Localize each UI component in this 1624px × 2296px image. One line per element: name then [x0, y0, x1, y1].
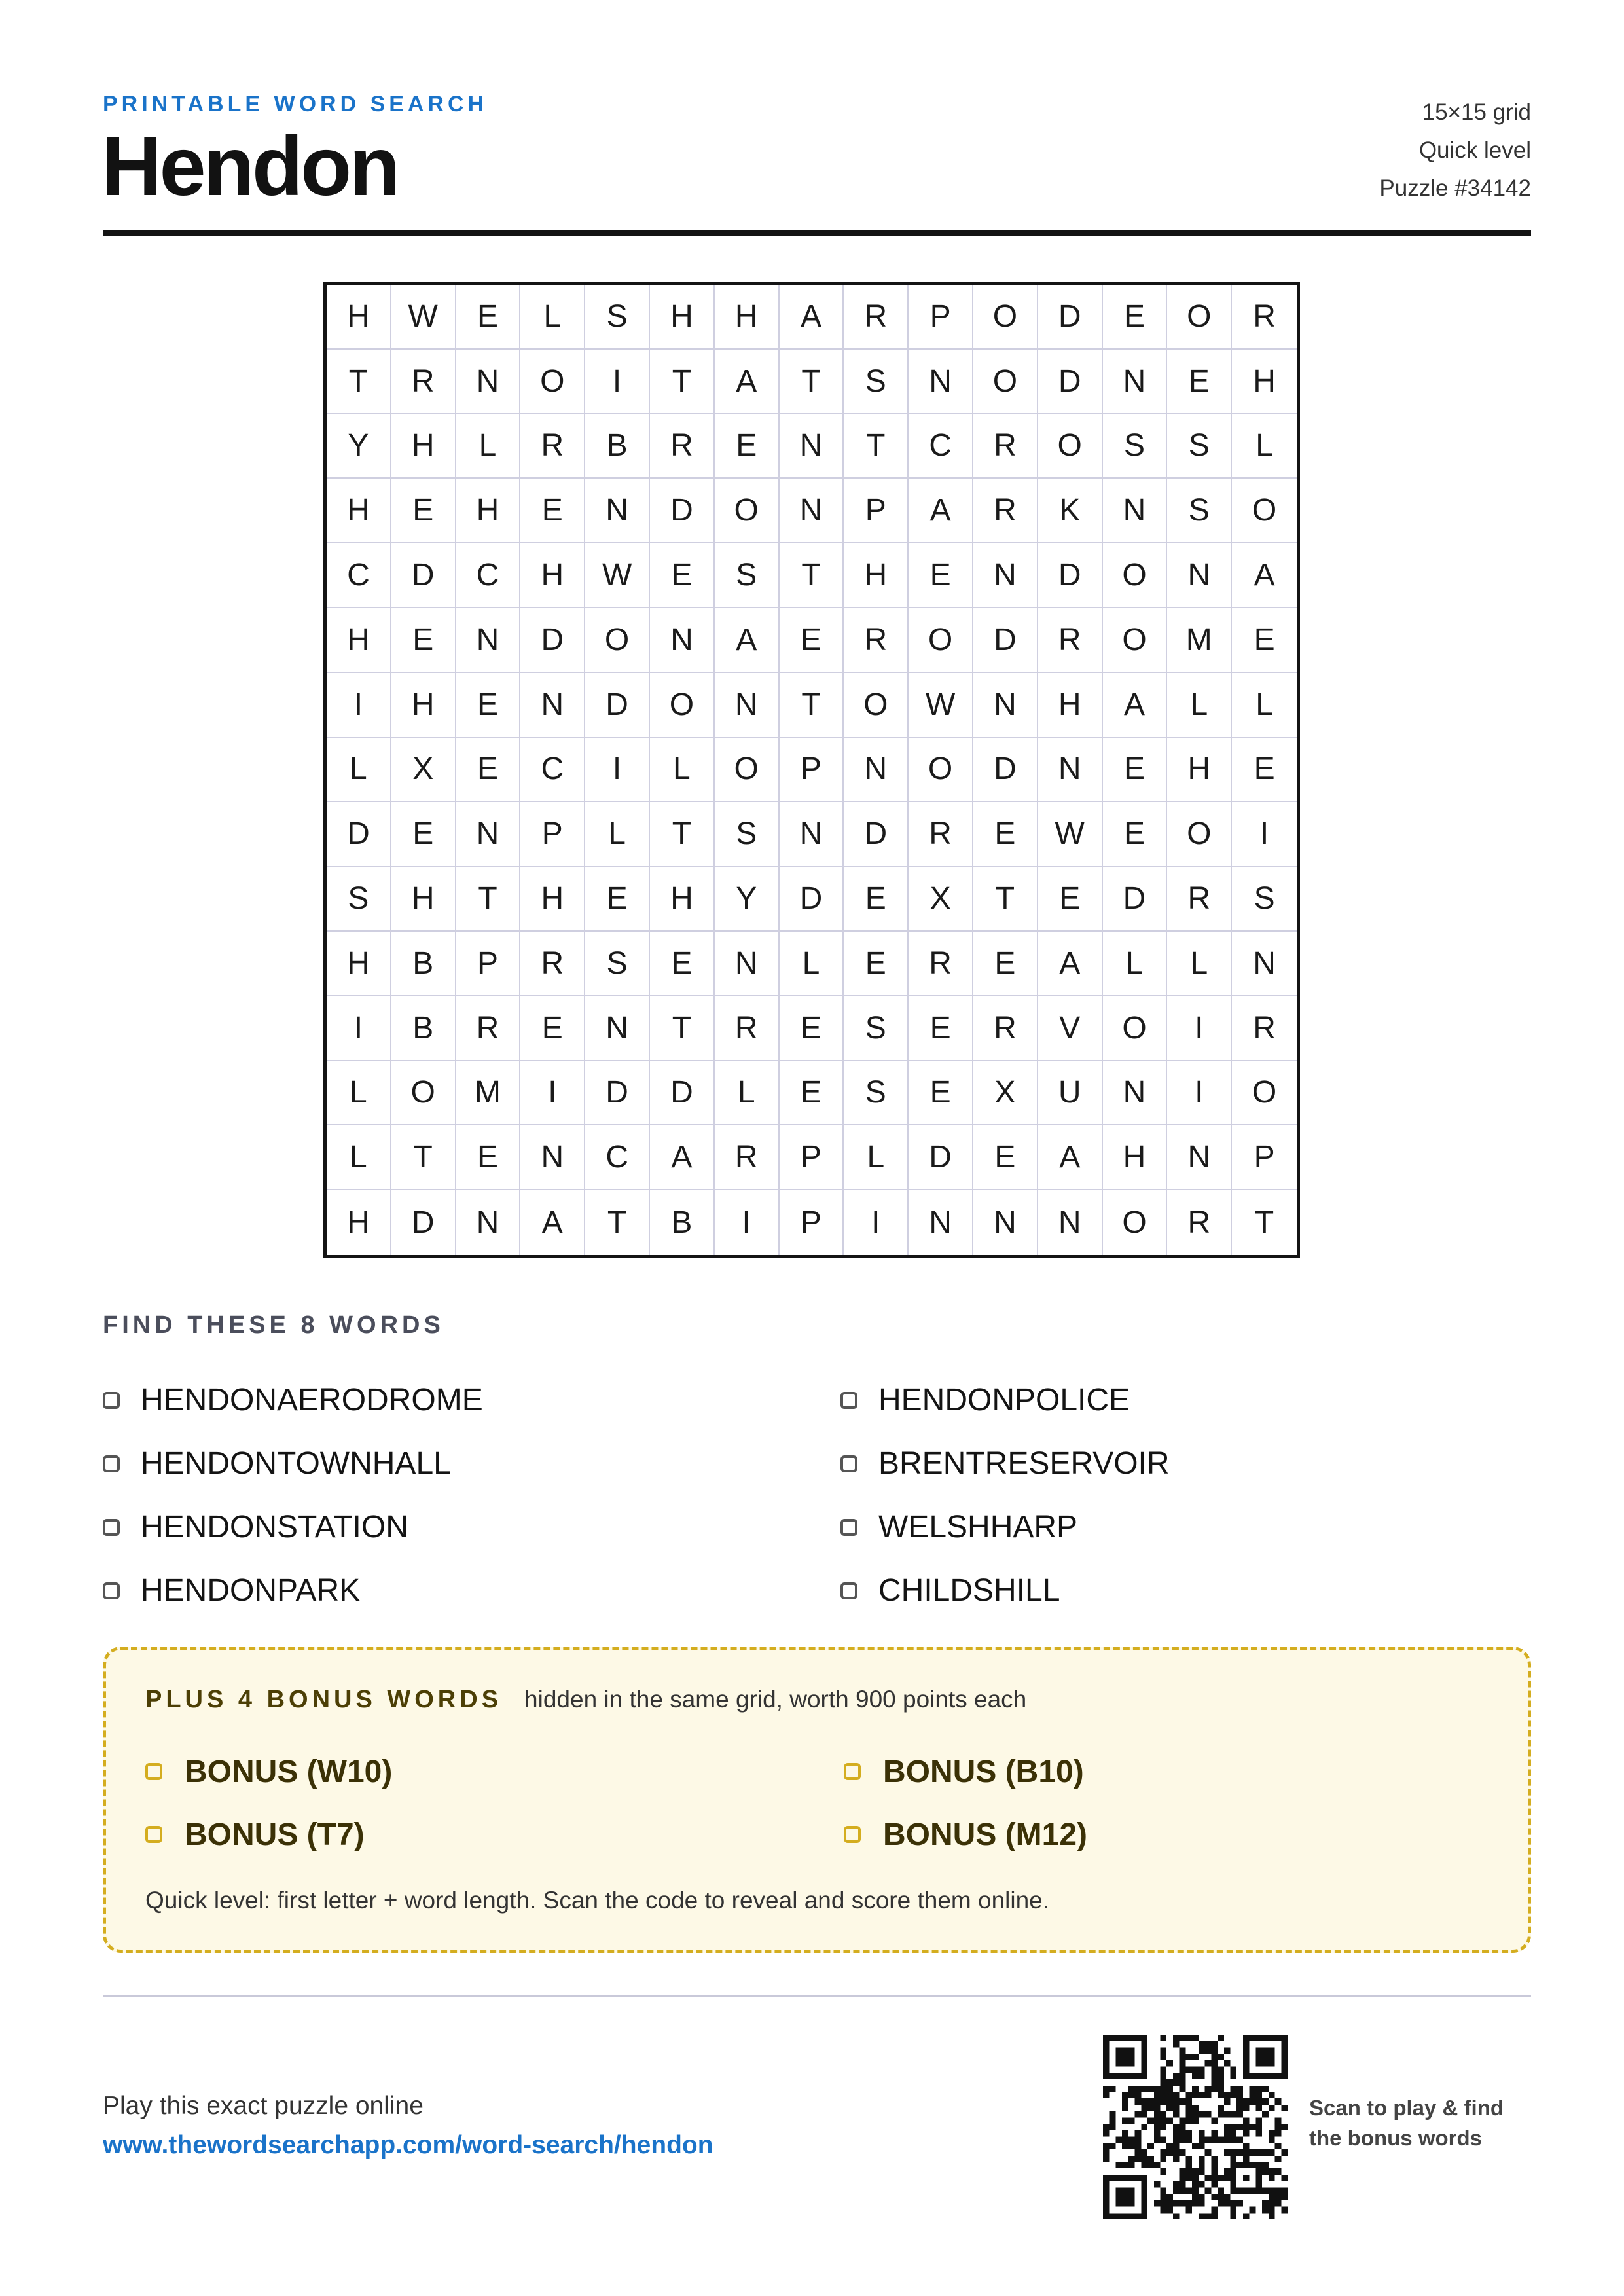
- grid-cell[interactable]: E: [973, 802, 1038, 867]
- grid-cell[interactable]: I: [715, 1190, 780, 1255]
- grid-cell[interactable]: N: [520, 1125, 585, 1190]
- grid-cell[interactable]: E: [456, 738, 521, 803]
- grid-cell[interactable]: N: [1167, 543, 1232, 608]
- grid-cell[interactable]: E: [973, 932, 1038, 996]
- grid-cell[interactable]: O: [1103, 996, 1168, 1061]
- grid-cell[interactable]: A: [1038, 1125, 1103, 1190]
- bonus-list-right: [844, 1740, 1087, 1866]
- bonus-word-item[interactable]: [145, 1740, 392, 1803]
- grid-cell[interactable]: D: [1038, 350, 1103, 414]
- grid-cell[interactable]: H: [715, 285, 780, 350]
- grid-cell[interactable]: H: [327, 932, 391, 996]
- grid-cell[interactable]: O: [909, 738, 973, 803]
- grid-cell[interactable]: O: [520, 350, 585, 414]
- grid-cell[interactable]: T: [780, 350, 844, 414]
- checkbox-icon[interactable]: [145, 1826, 162, 1843]
- grid-cell[interactable]: N: [780, 414, 844, 479]
- grid-cell[interactable]: H: [391, 414, 456, 479]
- grid-cell[interactable]: E: [909, 543, 973, 608]
- grid-cell[interactable]: Y: [715, 867, 780, 932]
- grid-cell[interactable]: E: [780, 1061, 844, 1126]
- grid-cell[interactable]: H: [391, 673, 456, 738]
- grid-cell[interactable]: C: [520, 738, 585, 803]
- grid-cell[interactable]: L: [1232, 414, 1297, 479]
- grid-cell[interactable]: E: [844, 932, 909, 996]
- grid-cell[interactable]: R: [715, 996, 780, 1061]
- grid-cell[interactable]: D: [585, 673, 650, 738]
- grid-cell[interactable]: A: [1232, 543, 1297, 608]
- grid-cell[interactable]: L: [715, 1061, 780, 1126]
- grid-cell[interactable]: D: [391, 543, 456, 608]
- grid-cell[interactable]: E: [520, 996, 585, 1061]
- grid-cell[interactable]: O: [715, 738, 780, 803]
- grid-cell[interactable]: N: [973, 1190, 1038, 1255]
- grid-cell[interactable]: A: [1103, 673, 1168, 738]
- checkbox-icon[interactable]: [840, 1392, 857, 1409]
- bonus-header: [145, 1686, 1026, 1714]
- grid-cell[interactable]: N: [1103, 1061, 1168, 1126]
- grid-cell[interactable]: R: [1167, 1190, 1232, 1255]
- grid-cell[interactable]: N: [973, 673, 1038, 738]
- grid-cell[interactable]: R: [909, 802, 973, 867]
- grid-cell[interactable]: B: [650, 1190, 715, 1255]
- grid-cell[interactable]: I: [1167, 996, 1232, 1061]
- grid-cell[interactable]: H: [456, 479, 521, 543]
- grid-cell[interactable]: R: [650, 414, 715, 479]
- grid-cell[interactable]: L: [327, 1125, 391, 1190]
- grid-cell[interactable]: T: [327, 350, 391, 414]
- page-title: Hendon: [101, 120, 398, 213]
- grid-cell[interactable]: W: [1038, 802, 1103, 867]
- play-online-text: Play this exact puzzle online: [103, 2092, 424, 2120]
- grid-cell[interactable]: A: [520, 1190, 585, 1255]
- grid-cell[interactable]: B: [391, 996, 456, 1061]
- grid-cell[interactable]: I: [585, 350, 650, 414]
- grid-cell[interactable]: D: [650, 1061, 715, 1126]
- word-list-item-label: HENDONPARK: [141, 1573, 361, 1608]
- word-list-item[interactable]: [103, 1432, 875, 1495]
- grid-cell[interactable]: C: [909, 414, 973, 479]
- grid-cell[interactable]: E: [1103, 738, 1168, 803]
- checkbox-icon[interactable]: [103, 1455, 120, 1472]
- grid-cell[interactable]: H: [520, 867, 585, 932]
- grid-cell[interactable]: N: [456, 350, 521, 414]
- grid-cell[interactable]: B: [585, 414, 650, 479]
- bonus-word-item[interactable]: [844, 1740, 1087, 1803]
- bonus-subtitle: hidden in the same grid, worth 900 points each: [524, 1686, 1027, 1713]
- word-list-item[interactable]: [103, 1368, 875, 1432]
- grid-cell[interactable]: O: [391, 1061, 456, 1126]
- grid-cell[interactable]: D: [973, 738, 1038, 803]
- grid-cell[interactable]: C: [585, 1125, 650, 1190]
- grid-cell[interactable]: R: [973, 414, 1038, 479]
- grid-cell[interactable]: E: [650, 932, 715, 996]
- grid-cell[interactable]: S: [1167, 479, 1232, 543]
- grid-cell[interactable]: E: [1167, 350, 1232, 414]
- grid-cell[interactable]: N: [1167, 1125, 1232, 1190]
- qr-code[interactable]: [1103, 2035, 1288, 2219]
- footer-rule: [103, 1995, 1531, 1997]
- grid-cell[interactable]: E: [456, 1125, 521, 1190]
- grid-cell[interactable]: R: [1038, 608, 1103, 673]
- grid-cell[interactable]: R: [909, 932, 973, 996]
- grid-cell[interactable]: E: [650, 543, 715, 608]
- grid-cell[interactable]: O: [973, 285, 1038, 350]
- bonus-word-item-label: BONUS (T7): [185, 1817, 365, 1852]
- grid-cell[interactable]: N: [456, 608, 521, 673]
- word-list-item-label: HENDONTOWNHALL: [141, 1446, 451, 1481]
- grid-cell[interactable]: N: [456, 1190, 521, 1255]
- grid-cell[interactable]: N: [1232, 932, 1297, 996]
- letter-grid: [323, 282, 1300, 1258]
- bonus-word-item-label: BONUS (W10): [185, 1754, 393, 1789]
- grid-cell[interactable]: T: [780, 543, 844, 608]
- grid-cell[interactable]: L: [1103, 932, 1168, 996]
- grid-cell[interactable]: H: [327, 479, 391, 543]
- grid-cell[interactable]: A: [650, 1125, 715, 1190]
- grid-cell[interactable]: E: [909, 996, 973, 1061]
- grid-cell[interactable]: N: [780, 802, 844, 867]
- grid-cell[interactable]: S: [844, 350, 909, 414]
- grid-cell[interactable]: N: [909, 1190, 973, 1255]
- grid-cell[interactable]: L: [780, 932, 844, 996]
- word-list-item-label: WELSHHARP: [878, 1510, 1078, 1544]
- grid-cell[interactable]: E: [909, 1061, 973, 1126]
- grid-cell[interactable]: V: [1038, 996, 1103, 1061]
- grid-cell[interactable]: R: [456, 996, 521, 1061]
- bonus-word-item[interactable]: [145, 1803, 392, 1866]
- grid-cell[interactable]: H: [327, 285, 391, 350]
- bonus-note: Quick level: first letter + word length. Scan the code to reveal and score them online.: [145, 1887, 1050, 1914]
- grid-cell[interactable]: O: [585, 608, 650, 673]
- grid-cell[interactable]: Y: [327, 414, 391, 479]
- grid-cell[interactable]: R: [844, 285, 909, 350]
- grid-cell[interactable]: O: [1103, 608, 1168, 673]
- checkbox-icon[interactable]: [103, 1582, 120, 1599]
- grid-cell[interactable]: O: [1103, 543, 1168, 608]
- grid-cell[interactable]: D: [909, 1125, 973, 1190]
- grid-cell[interactable]: N: [715, 673, 780, 738]
- grid-cell[interactable]: H: [1038, 673, 1103, 738]
- word-list-item[interactable]: [840, 1559, 1613, 1622]
- grid-cell[interactable]: S: [844, 996, 909, 1061]
- grid-cell[interactable]: H: [1232, 350, 1297, 414]
- grid-cell[interactable]: D: [327, 802, 391, 867]
- grid-cell[interactable]: X: [909, 867, 973, 932]
- grid-cell[interactable]: E: [1232, 738, 1297, 803]
- grid-cell[interactable]: T: [780, 673, 844, 738]
- grid-cell[interactable]: O: [1232, 1061, 1297, 1126]
- grid-cell[interactable]: W: [391, 285, 456, 350]
- grid-cell[interactable]: H: [391, 867, 456, 932]
- grid-cell[interactable]: N: [715, 932, 780, 996]
- grid-cell[interactable]: T: [650, 996, 715, 1061]
- grid-cell[interactable]: H: [520, 543, 585, 608]
- grid-cell[interactable]: A: [1038, 932, 1103, 996]
- grid-cell[interactable]: T: [1254, 1205, 1274, 1241]
- grid-cell[interactable]: R: [973, 996, 1038, 1061]
- word-list-item[interactable]: [103, 1495, 875, 1559]
- grid-cell[interactable]: I: [585, 738, 650, 803]
- grid-cell[interactable]: E: [780, 996, 844, 1061]
- grid-cell[interactable]: D: [585, 1061, 650, 1126]
- grid-cell[interactable]: M: [1167, 608, 1232, 673]
- grid-cell[interactable]: D: [1103, 867, 1168, 932]
- grid-cell[interactable]: E: [1103, 802, 1168, 867]
- grid-cell[interactable]: L: [585, 802, 650, 867]
- grid-cell[interactable]: P: [456, 932, 521, 996]
- checkbox-icon[interactable]: [840, 1455, 857, 1472]
- grid-cell[interactable]: L: [520, 285, 585, 350]
- grid-cell[interactable]: R: [715, 1125, 780, 1190]
- grid-cell[interactable]: O: [1103, 1190, 1168, 1255]
- grid-size-label: 15×15 grid: [1422, 100, 1531, 125]
- grid-cell[interactable]: T: [585, 1190, 650, 1255]
- grid-cell[interactable]: E: [973, 1125, 1038, 1190]
- grid-cell[interactable]: A: [909, 479, 973, 543]
- header-rule: [103, 230, 1531, 236]
- grid-cell[interactable]: P: [844, 479, 909, 543]
- bonus-list-left: [145, 1740, 392, 1866]
- grid-cell[interactable]: N: [973, 543, 1038, 608]
- grid-cell[interactable]: O: [1038, 414, 1103, 479]
- grid-cell[interactable]: L: [1167, 932, 1232, 996]
- grid-cell[interactable]: P: [780, 738, 844, 803]
- grid-cell[interactable]: L: [1232, 673, 1297, 738]
- checkbox-icon[interactable]: [103, 1392, 120, 1409]
- grid-cell[interactable]: N: [780, 479, 844, 543]
- grid-cell[interactable]: O: [715, 479, 780, 543]
- grid-cell[interactable]: R: [520, 932, 585, 996]
- grid-cell[interactable]: I: [1232, 802, 1297, 867]
- grid-cell[interactable]: D: [1038, 543, 1103, 608]
- grid-cell[interactable]: K: [1038, 479, 1103, 543]
- grid-cell[interactable]: P: [520, 802, 585, 867]
- grid-cell[interactable]: N: [520, 673, 585, 738]
- grid-cell[interactable]: N: [585, 996, 650, 1061]
- grid-cell[interactable]: D: [844, 802, 909, 867]
- grid-cell[interactable]: E: [391, 802, 456, 867]
- word-list-item-label: HENDONSTATION: [141, 1510, 408, 1544]
- grid-cell[interactable]: T: [844, 414, 909, 479]
- checkbox-icon[interactable]: [840, 1519, 857, 1536]
- grid-cell[interactable]: T: [973, 867, 1038, 932]
- word-list-item[interactable]: [840, 1432, 1613, 1495]
- grid-cell[interactable]: O: [909, 608, 973, 673]
- grid-cell[interactable]: N: [650, 608, 715, 673]
- checkbox-icon[interactable]: [103, 1519, 120, 1536]
- grid-cell[interactable]: R: [1232, 285, 1297, 350]
- grid-cell[interactable]: E: [1038, 867, 1103, 932]
- grid-cell[interactable]: H: [1167, 738, 1232, 803]
- grid-cell[interactable]: N: [844, 738, 909, 803]
- grid-cell[interactable]: D: [1038, 285, 1103, 350]
- grid-cell[interactable]: R: [844, 608, 909, 673]
- grid-cell[interactable]: N: [1038, 738, 1103, 803]
- scan-caption-line-2: the bonus words: [1309, 2126, 1482, 2150]
- word-list-item[interactable]: [103, 1559, 875, 1622]
- checkbox-icon[interactable]: [145, 1763, 162, 1780]
- grid-cell[interactable]: E: [780, 608, 844, 673]
- grid-cell[interactable]: E: [585, 867, 650, 932]
- page-kicker: PRINTABLE WORD SEARCH: [103, 92, 488, 117]
- grid-cell[interactable]: S: [844, 1061, 909, 1126]
- bonus-title: PLUS 4 BONUS WORDS: [145, 1686, 503, 1713]
- scan-caption: [1309, 2093, 1504, 2153]
- grid-cell[interactable]: L: [1167, 673, 1232, 738]
- word-list-heading: FIND THESE 8 WORDS: [103, 1311, 444, 1339]
- grid-cell[interactable]: H: [844, 543, 909, 608]
- grid-cell[interactable]: N: [1103, 479, 1168, 543]
- grid-cell[interactable]: E: [715, 414, 780, 479]
- grid-cell[interactable]: N: [1038, 1190, 1103, 1255]
- grid-cell[interactable]: H: [1103, 1125, 1168, 1190]
- grid-cell[interactable]: D: [520, 608, 585, 673]
- grid-cell[interactable]: I: [844, 1190, 909, 1255]
- grid-cell[interactable]: P: [780, 1190, 844, 1255]
- bonus-word-item[interactable]: [844, 1803, 1087, 1866]
- grid-cell[interactable]: O: [1167, 285, 1232, 350]
- grid-cell[interactable]: N: [1103, 350, 1168, 414]
- grid-cell[interactable]: S: [327, 867, 391, 932]
- grid-cell[interactable]: L: [844, 1125, 909, 1190]
- word-list-item-label: BRENTRESERVOIR: [878, 1446, 1170, 1481]
- bonus-panel: [103, 1647, 1531, 1953]
- grid-cell[interactable]: W: [585, 543, 650, 608]
- grid-cell[interactable]: C: [327, 543, 391, 608]
- grid-cell[interactable]: E: [520, 479, 585, 543]
- grid-cell[interactable]: S: [585, 285, 650, 350]
- word-list-right: [840, 1368, 1613, 1622]
- grid-cell[interactable]: T: [650, 802, 715, 867]
- grid-cell[interactable]: X: [391, 738, 456, 803]
- checkbox-icon[interactable]: [844, 1826, 861, 1843]
- word-list-item-label: HENDONPOLICE: [878, 1383, 1130, 1417]
- grid-cell[interactable]: S: [1167, 414, 1232, 479]
- grid-cell[interactable]: M: [456, 1061, 521, 1126]
- grid-cell[interactable]: S: [585, 932, 650, 996]
- grid-cell[interactable]: T: [650, 350, 715, 414]
- grid-cell[interactable]: R: [973, 479, 1038, 543]
- puzzle-meta: [1379, 94, 1531, 208]
- grid-cell[interactable]: O: [650, 673, 715, 738]
- word-list-item-label: HENDONAERODROME: [141, 1383, 483, 1417]
- level-label: Quick level: [1418, 137, 1531, 163]
- grid-cell[interactable]: P: [780, 1125, 844, 1190]
- grid-cell[interactable]: I: [327, 996, 391, 1061]
- grid-cell[interactable]: A: [715, 350, 780, 414]
- grid-cell[interactable]: H: [327, 608, 391, 673]
- grid-cell[interactable]: I: [327, 673, 391, 738]
- grid-cell[interactable]: O: [1232, 479, 1297, 543]
- grid-cell[interactable]: T: [456, 867, 521, 932]
- checkbox-icon[interactable]: [840, 1582, 857, 1599]
- grid-cell[interactable]: E: [1103, 285, 1168, 350]
- grid-cell[interactable]: N: [456, 802, 521, 867]
- grid-cell[interactable]: O: [1167, 802, 1232, 867]
- bonus-word-item-label: BONUS (B10): [883, 1754, 1084, 1789]
- grid-cell[interactable]: E: [456, 285, 521, 350]
- grid-cell[interactable]: C: [456, 543, 521, 608]
- scan-caption-line-1: Scan to play & find: [1309, 2096, 1504, 2120]
- word-list-left: [103, 1368, 875, 1622]
- grid-cell[interactable]: R: [520, 414, 585, 479]
- grid-cell[interactable]: P: [1232, 1125, 1297, 1190]
- grid-cell[interactable]: L: [650, 738, 715, 803]
- grid-cell[interactable]: E: [844, 867, 909, 932]
- grid-cell[interactable]: R: [391, 350, 456, 414]
- puzzle-number: Puzzle #34142: [1379, 175, 1531, 201]
- grid-cell[interactable]: E: [391, 608, 456, 673]
- puzzle-url-link[interactable]: www.thewordsearchapp.com/word-search/hendon: [103, 2131, 713, 2159]
- grid-cell[interactable]: A: [715, 608, 780, 673]
- grid-cell[interactable]: H: [327, 1190, 391, 1255]
- grid-cell[interactable]: W: [909, 673, 973, 738]
- grid-cell[interactable]: N: [585, 479, 650, 543]
- grid-cell[interactable]: O: [973, 350, 1038, 414]
- grid-cell[interactable]: A: [780, 285, 844, 350]
- grid-cell[interactable]: U: [1038, 1061, 1103, 1126]
- grid-cell[interactable]: D: [650, 479, 715, 543]
- grid-cell[interactable]: S: [715, 802, 780, 867]
- grid-cell[interactable]: R: [1167, 867, 1232, 932]
- grid-cell[interactable]: E: [1232, 608, 1297, 673]
- grid-cell[interactable]: L: [327, 738, 391, 803]
- word-list-item[interactable]: [840, 1495, 1613, 1559]
- grid-cell[interactable]: S: [1232, 867, 1297, 932]
- grid-cell[interactable]: D: [780, 867, 844, 932]
- grid-cell[interactable]: S: [715, 543, 780, 608]
- grid-cell[interactable]: H: [650, 867, 715, 932]
- word-list-item[interactable]: [840, 1368, 1613, 1432]
- grid-cell[interactable]: N: [909, 350, 973, 414]
- grid-cell[interactable]: D: [973, 608, 1038, 673]
- grid-cell[interactable]: X: [973, 1061, 1038, 1126]
- grid-cell[interactable]: T: [391, 1125, 456, 1190]
- grid-cell[interactable]: P: [909, 285, 973, 350]
- grid-cell[interactable]: S: [1103, 414, 1168, 479]
- grid-cell[interactable]: E: [391, 479, 456, 543]
- grid-cell[interactable]: H: [650, 285, 715, 350]
- bonus-word-item-label: BONUS (M12): [883, 1817, 1088, 1852]
- word-list-item-label: CHILDSHILL: [878, 1573, 1060, 1608]
- grid-cell[interactable]: B: [391, 932, 456, 996]
- grid-cell[interactable]: O: [844, 673, 909, 738]
- grid-cell[interactable]: R: [1232, 996, 1297, 1061]
- grid-cell[interactable]: L: [456, 414, 521, 479]
- grid-cell[interactable]: I: [1167, 1061, 1232, 1126]
- checkbox-icon[interactable]: [844, 1763, 861, 1780]
- grid-cell[interactable]: I: [520, 1061, 585, 1126]
- grid-cell[interactable]: E: [456, 673, 521, 738]
- grid-cell[interactable]: D: [391, 1190, 456, 1255]
- grid-cell[interactable]: L: [327, 1061, 391, 1126]
